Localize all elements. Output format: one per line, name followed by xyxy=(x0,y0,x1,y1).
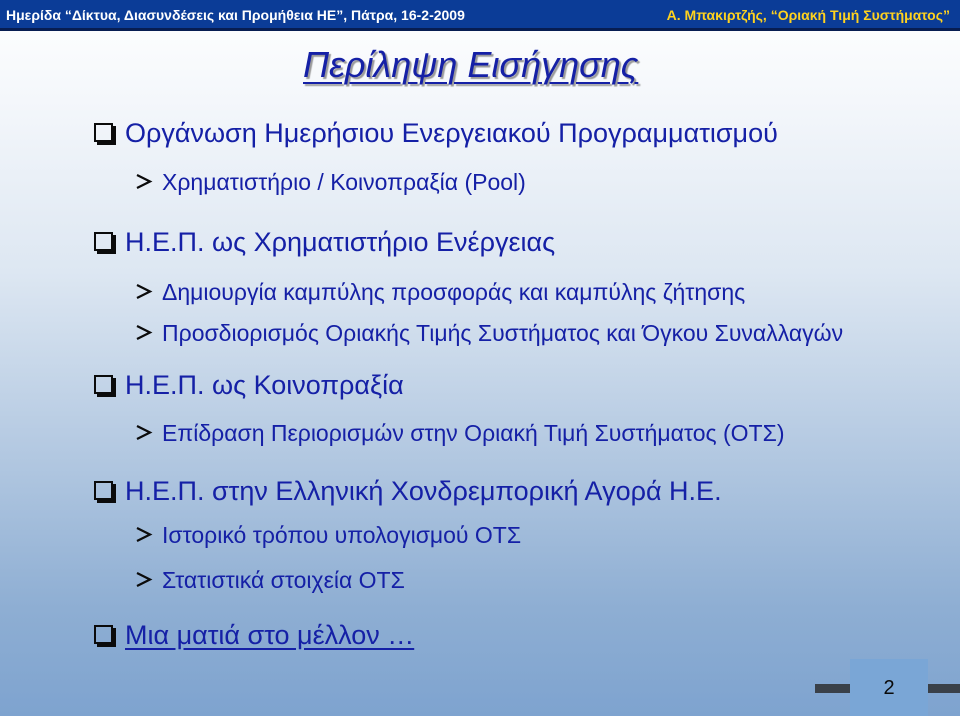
bullet-item-level2 xyxy=(134,279,745,306)
bullet-text: Η.Ε.Π. ως Κοινοπραξία xyxy=(125,370,404,400)
arrowhead-icon xyxy=(134,526,154,543)
bullet-text: Επίδραση Περιορισμών στην Οριακή Τιμή Συστήματος (ΟΤΣ) xyxy=(162,420,785,446)
bullet-text: Η.Ε.Π. ως Χρηματιστήριο Ενέργειας xyxy=(125,227,556,257)
checkbox-square-icon xyxy=(94,625,113,644)
bullet-item-level2 xyxy=(134,420,784,447)
future-outlook-link[interactable]: Μια ματιά στο μέλλον … xyxy=(125,620,415,650)
arrowhead-icon xyxy=(134,571,154,588)
bullet-item-level1 xyxy=(94,227,555,258)
header-event-text: Ημερίδα “Δίκτυα, Διασυνδέσεις και Προμήθεια ΗΕ”, Πάτρα, 16-2-2009 xyxy=(6,7,465,23)
bullet-text: Στατιστικά στοιχεία ΟΤΣ xyxy=(162,567,405,593)
bullet-item-level1 xyxy=(94,620,414,651)
arrowhead-icon xyxy=(134,173,154,190)
arrowhead-icon xyxy=(134,283,154,300)
bullet-text: Η.Ε.Π. στην Ελληνική Χονδρεμπορική Αγορά Η.Ε. xyxy=(125,476,722,506)
bullet-item-level1 xyxy=(94,370,404,401)
bullet-item-level2 xyxy=(134,522,521,549)
bullet-item-level2 xyxy=(134,320,843,347)
bullet-text: Οργάνωση Ημερήσιου Ενεργειακού Προγραμματισμού xyxy=(125,118,778,148)
arrowhead-icon xyxy=(134,324,154,341)
bullet-item-level2 xyxy=(134,567,405,594)
bullet-item-level1 xyxy=(94,118,778,149)
bullet-text: Ιστορικό τρόπου υπολογισμού ΟΤΣ xyxy=(162,522,522,548)
bullet-text: Χρηματιστήριο / Κοινοπραξία (Pool) xyxy=(162,169,526,195)
checkbox-square-icon xyxy=(94,232,113,251)
bullet-text: Δημιουργία καμπύλης προσφοράς και καμπύλης ζήτησης xyxy=(162,279,746,305)
header-bar xyxy=(0,0,960,31)
checkbox-square-icon xyxy=(94,123,113,142)
header-author-text: Α. Μπακιρτζής, “Οριακή Τιμή Συστήματος” xyxy=(666,7,950,23)
slide-title: Περίληψη Εισήγησης xyxy=(303,44,639,85)
page-number: 2 xyxy=(850,659,928,716)
checkbox-square-icon xyxy=(94,375,113,394)
bullet-item-level1 xyxy=(94,476,722,507)
arrowhead-icon xyxy=(134,424,154,441)
bullet-text: Προσδιορισμός Οριακής Τιμής Συστήματος και Όγκου Συναλλαγών xyxy=(162,320,844,346)
checkbox-square-icon xyxy=(94,481,113,500)
bullet-item-level2 xyxy=(134,169,526,196)
